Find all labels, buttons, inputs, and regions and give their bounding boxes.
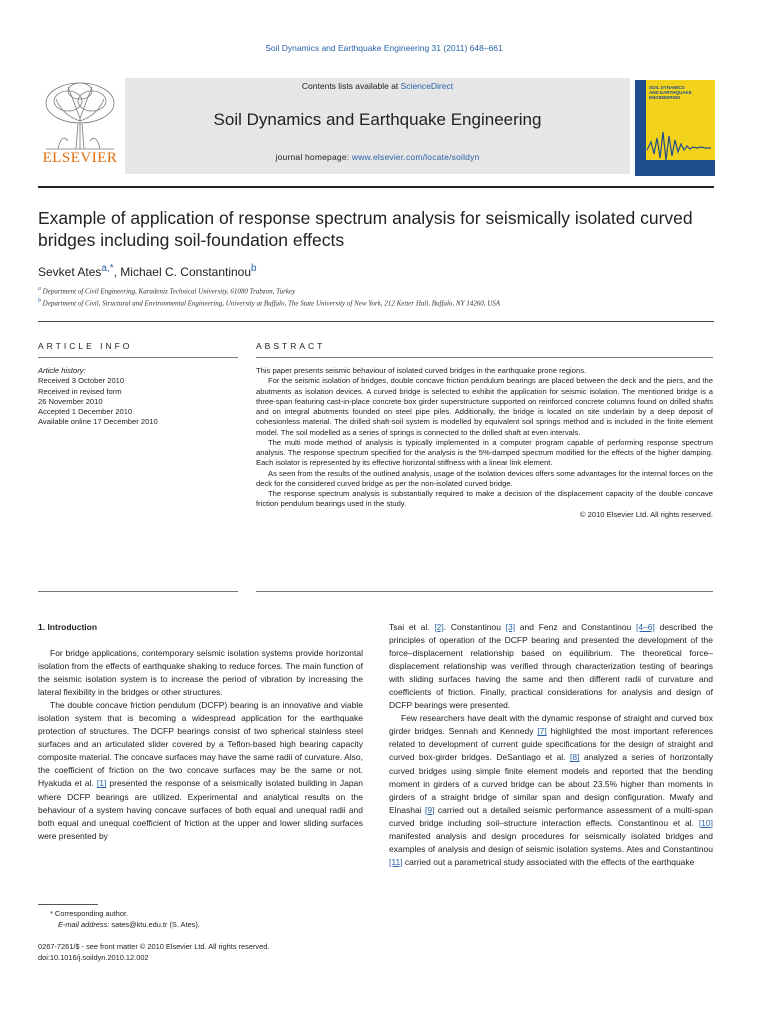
abstract-copyright: © 2010 Elsevier Ltd. All rights reserved. (579, 509, 713, 519)
header-divider (38, 186, 714, 188)
received-date: Received 3 October 2010 (38, 376, 125, 386)
contents-available: Contents lists available at ScienceDirect (301, 81, 454, 91)
author-ates: Sevket Ates (38, 265, 102, 279)
abstract-body (256, 366, 713, 520)
author-constantinou-affiliation-link[interactable]: b (251, 263, 257, 274)
corresponding-author-note: * Corresponding author. (50, 909, 129, 918)
abstract-bottom-rule (256, 591, 713, 592)
author-list: Sevket Ates$^{a,*}$, Michael C. Constantinou$^b$ (38, 263, 257, 279)
reference-link-4-6[interactable]: [4–6] (635, 622, 655, 632)
sciencedirect-link[interactable]: ScienceDirect (400, 81, 454, 91)
online-date: Available online 17 December 2010 (38, 417, 158, 427)
journal-header (125, 78, 630, 174)
revised-label: Received in revised form (38, 386, 122, 396)
elsevier-logo (38, 79, 122, 167)
article-info-rule (38, 357, 238, 358)
body-left-column (38, 647, 363, 843)
issn-line: 0267-7261/$ - see front matter © 2010 Elsevier Ltd. All rights reserved. (38, 942, 270, 951)
footnote-rule (38, 904, 98, 905)
abstract-paragraph: The response spectrum analysis is substantially required to make a decision of the displacement capacity of the double concave friction pendulum bearings used in the study. (256, 489, 713, 509)
body-paragraph: Few researchers have dealt with the dynamic response of straight and curved box girder bridges. Sennah and Kennedy [7] highlighted the most important references related to development of current guide specifications for the design of straight and curved box-girder bridges. DeSantiago et al. [8] analyzed a series of horizontally curved bridges using simple finite element models and reported that the bending moment in girders of a curved bridge can be about 23.5% higher than moments in girders of a straight bridge of similar span and design configuration. Mwafy and Elnashai [9] carried out a detailed seismic performance assessment of a multi-span curved bridge including soil–structure interaction effects. Constantinou et al. [10] manifested analysis and design procedures for seismically isolated bridges and examples of analysis and design of seismic isolation systems. Ates and Constantinou [11] carried out a parametrical study associated with the effects of the earthquake (389, 713, 714, 867)
history-label: Article history: (38, 366, 86, 375)
reference-link-11[interactable]: [11] (389, 856, 403, 867)
body-right-column (389, 621, 713, 869)
article-info-bottom-rule (38, 591, 238, 592)
journal-citation[interactable]: Soil Dynamics and Earthquake Engineering 31 (2011) 648–661 (265, 43, 503, 53)
article-title: Example of application of response spectrum analysis for seismically isolated curved bridges including soil-foundation effects (38, 208, 693, 250)
seismogram-icon (635, 80, 715, 176)
body-paragraph: The double concave friction pendulum (DCFP) bearing is an innovative and viable isolation system that is becoming a widespread application for the earthquake protection of structures. The DCFP bearings consist of two spherical stainless steel surfaces and an articulated slider covered by a Teflon-based high bearing capacity composite material. The concave surfaces may have the same radii of curvature. Also, the coefficient of friction on the two concave surfaces may be the same or not. Hyakuda et al. [1] presented the response of a seismically isolated building in Japan where DCFP bearings are utilized. Experimental and analytical results on the behaviour of a system having concave surfaces of both equal and unequal radii and both equal and unequal coefficient of friction at the upper and lower sliding surfaces were presented by (38, 700, 363, 841)
body-paragraph: For bridge applications, contemporary seismic isolation systems provide horizontal isolation from the effects of earthquake shaking to reduce forces. The main function of the seismic isolation system is to increase the period of vibration by increasing the lateral flexibility in the bridges or other structures. (38, 648, 363, 698)
affiliation-b: $^b$ Department of Civil, Structural and Environmental Engineering, University at Buffalo, The State University of New York, 212 Ketter Hall, Buffalo, NY 14260, USA (38, 298, 501, 308)
abstract-heading: ABSTRACT (256, 341, 326, 351)
reference-link-3[interactable]: [3] (505, 622, 516, 632)
doi-line[interactable]: doi:10.1016/j.soildyn.2010.12.002 (38, 953, 149, 962)
abstract-paragraph: The multi mode method of analysis is typically implemented in a computer program capable of performing response spectrum analysis. The response spectrum specified for the analysis is the 5%-damped spectrum modified for the effects of the higher damping. Each isolator is represented by its effective horizontal stiffness with a linear link element. (256, 437, 713, 468)
journal-homepage: journal homepage: www.elsevier.com/locate/soildyn (275, 152, 480, 162)
affiliation-divider (38, 321, 714, 322)
cover-title: SOIL DYNAMICS AND EARTHQUAKE ENGINEERING (649, 85, 692, 101)
journal-cover-image (635, 80, 715, 176)
abstract-paragraph: As seen from the results of the outlined analysis, usage of the isolation devices offers some advantages for the internal forces on the deck for the considered curved bridge as per the non-isolated curved bridge. (256, 468, 713, 488)
abstract-paragraph: This paper presents seismic behaviour of isolated curved bridges in the earthquake prone regions. (256, 366, 587, 375)
homepage-link[interactable]: www.elsevier.com/locate/soildyn (351, 152, 480, 162)
revised-date: 26 November 2010 (38, 396, 103, 406)
tree-icon (38, 79, 122, 151)
author-ates-affiliation-link[interactable]: a,* (101, 263, 114, 274)
reference-link-9[interactable]: [9] (425, 804, 435, 815)
reference-link-8[interactable]: [8] (569, 752, 580, 763)
elsevier-wordmark: ELSEVIER (42, 150, 118, 166)
abstract-paragraph: For the seismic isolation of bridges, double concave friction pendulum bearings are placed between the deck and the piers, and the abutments as isolation devices. A curved bridge is selected to exhibit the application for seismic isolation. The mentioned bridge is a three-span featuring cast-in-place concrete box girder superstructure supported on reinforced concrete columns found on drilled shafts and on integral abutments founded on steel pipe piles. Additionally, the bridge is located on site underlain by a deep deposit of cohesionless material. The drilled shaft-soil system is modelled by equivalent soil springs method and is included in the finite element model. The soil modelled as a series of springs is connected to the drilled shaft at even intervals. (256, 376, 713, 437)
author-constantinou: Michael C. Constantinou (120, 265, 252, 279)
reference-link-2[interactable]: [2] (434, 622, 444, 632)
abstract-rule (256, 357, 713, 358)
reference-link-10[interactable]: [10] (698, 817, 713, 828)
article-history (38, 366, 238, 428)
body-paragraph: Tsai et al. [2]. Constantinou [3] and Fenz and Constantinou [4–6] described the principles of operation of the DCFP bearing and presented the development of the force–displacement relationship based on equilibrium. The theoretical force–displacement relationship was verified through characterization testing of bearings with sliding surfaces having the same and then different radii of curvature and coefficients of friction. Finally, practical considerations for analysis and design of DCFP bearings were presented. (389, 622, 713, 711)
email-link[interactable]: sates@ktu.edu.tr (S. Ates). (111, 920, 200, 929)
reference-link-7[interactable]: [7] (537, 726, 547, 737)
section-heading-introduction: 1. Introduction (38, 622, 98, 632)
affiliation-a: $^a$ Department of Civil Engineering, Karadeniz Technical University, 61080 Trabzon, Turkey (38, 286, 296, 296)
reference-link-1[interactable]: [1] (96, 778, 107, 789)
accepted-date: Accepted 1 December 2010 (38, 407, 133, 417)
email-note: E-mail address: sates@ktu.edu.tr (S. Ates). (58, 920, 200, 929)
journal-title: Soil Dynamics and Earthquake Engineering (213, 110, 542, 129)
article-info-heading: ARTICLE INFO (38, 341, 133, 351)
